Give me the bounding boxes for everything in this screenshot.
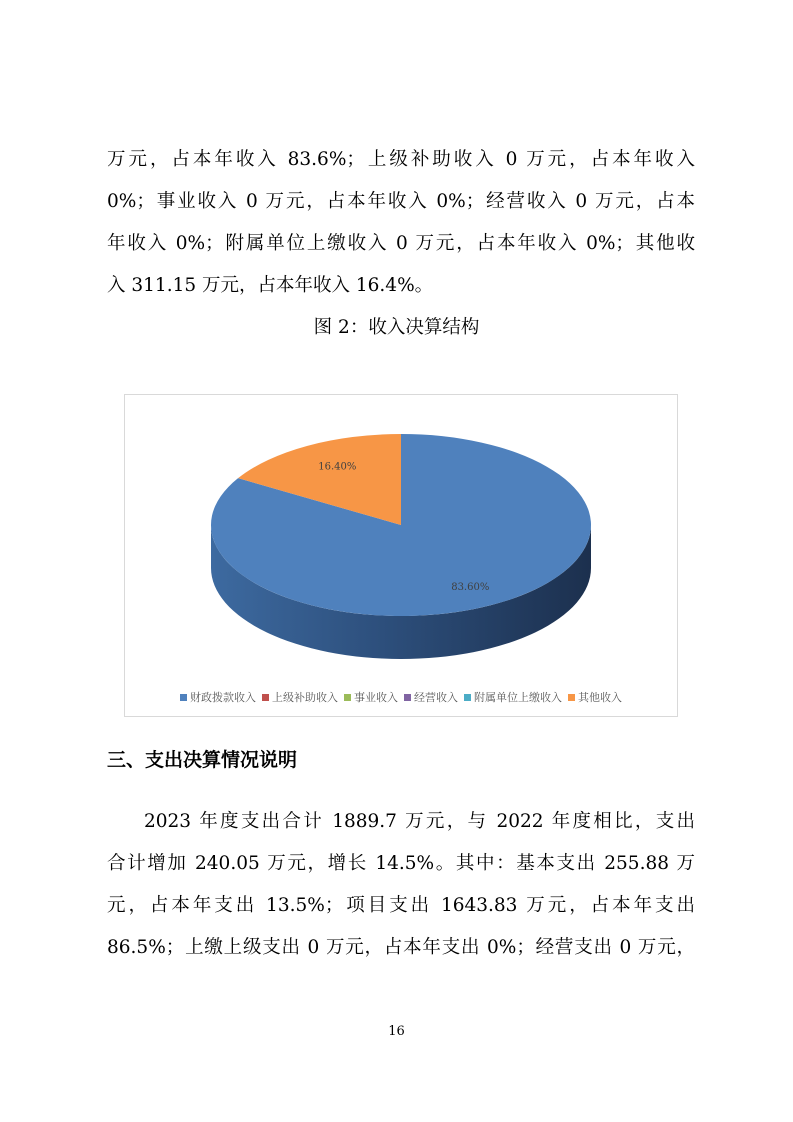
expense-paragraph: [107, 801, 695, 969]
legend-item: [404, 689, 458, 705]
legend-item: [568, 689, 622, 705]
paragraph-line: 年收入 0%；附属单位上缴收入 0 万元，占本年收入 0%；其他收: [107, 233, 695, 254]
section-heading: 三、支出决算情况说明: [107, 749, 298, 771]
figure-caption: 图 2：收入决算结构: [313, 317, 480, 338]
legend-item: [464, 689, 562, 705]
paragraph-line: 2023 年度支出合计 1889.7 万元，与 2022 年度相比，支出: [144, 811, 695, 832]
legend-label: 附属单位上缴收入: [474, 691, 562, 704]
legend-label: 其他收入: [578, 691, 622, 704]
paragraph-line: 入 311.15 万元，占本年收入 16.4%。: [107, 275, 434, 296]
legend-item: [180, 689, 256, 705]
pie-chart-svg: [125, 395, 677, 716]
legend-swatch: [568, 694, 575, 701]
pie-data-label: 83.60%: [451, 582, 490, 594]
paragraph-line: 元，占本年支出 13.5%；项目支出 1643.83 万元，占本年支出: [107, 895, 695, 916]
chart-legend: [125, 689, 677, 705]
income-paragraph: [107, 139, 695, 307]
legend-label: 上级补助收入: [272, 691, 338, 704]
legend-swatch: [404, 694, 411, 701]
paragraph-line: 万元，占本年收入 83.6%；上级补助收入 0 万元，占本年收入: [107, 149, 695, 170]
paragraph-line: 86.5%；上缴上级支出 0 万元，占本年支出 0%；经营支出 0 万元，: [107, 937, 695, 958]
legend-item: [344, 689, 398, 705]
income-structure-chart: [124, 394, 678, 717]
paragraph-line: 合计增加 240.05 万元，增长 14.5%。其中：基本支出 255.88 万: [107, 853, 695, 874]
legend-item: [262, 689, 338, 705]
legend-swatch: [464, 694, 471, 701]
paragraph-line: 0%；事业收入 0 万元，占本年收入 0%；经营收入 0 万元，占本: [107, 191, 695, 212]
legend-label: 事业收入: [354, 691, 398, 704]
legend-swatch: [344, 694, 351, 701]
legend-swatch: [262, 694, 269, 701]
legend-label: 财政拨款收入: [190, 691, 256, 704]
legend-swatch: [180, 694, 187, 701]
pie-data-label: 16.40%: [318, 461, 357, 473]
legend-label: 经营收入: [414, 691, 458, 704]
page-number: 16: [388, 1024, 405, 1039]
